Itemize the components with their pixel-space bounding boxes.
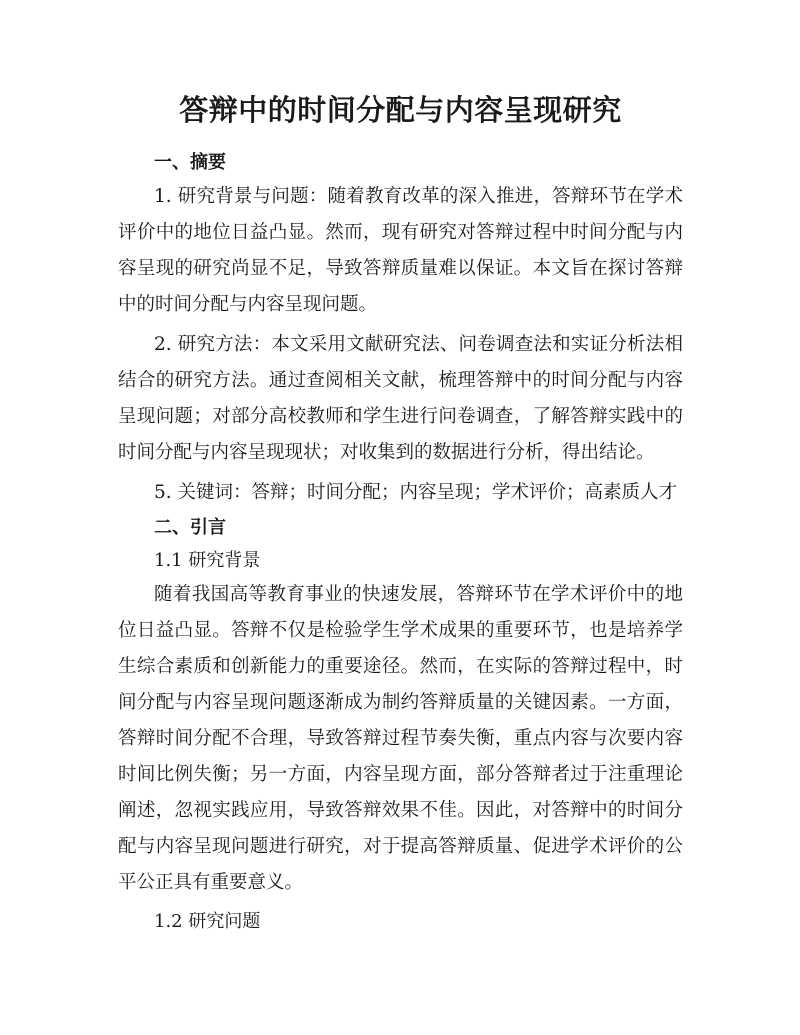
section-heading-abstract: 一、摘要 [154, 152, 226, 173]
paragraph-research-background: 1. 研究背景与问题：随着教育改革的深入推进，答辩环节在学术评价中的地位日益凸显。然而，现有研究对答辩过程中时间分配与内容呈现的研究尚显不足，导致答辩质量难以保证。本文旨在探讨答辩中的时间分配与内容呈现问题。 [118, 186, 683, 315]
subheading-research-questions: 1.2 研究问题 [154, 911, 261, 932]
document-body [118, 88, 683, 938]
section-heading-introduction: 二、引言 [154, 517, 226, 538]
paragraph-keywords: 5. 关键词：答辩；时间分配；内容呈现；学术评价；高素质人才 [154, 482, 678, 503]
document-title: 答辩中的时间分配与内容呈现研究 [179, 93, 622, 127]
subheading-research-background: 1.1 研究背景 [154, 550, 261, 571]
paragraph-introduction-background: 随着我国高等教育事业的快速发展，答辩环节在学术评价中的地位日益凸显。答辩不仅是检验学生学术成果的重要环节，也是培养学生综合素质和创新能力的重要途径。然而，在实际的答辩过程中，时间分配与内容呈现问题逐渐成为制约答辩质量的关键因素。一方面，答辩时间分配不合理，导致答辩过程节奏失衡，重点内容与次要内容时间比例失衡；另一方面，内容呈现方面，部分答辩者过于注重理论阐述，忽视实践应用，导致答辩效果不佳。因此，对答辩中的时间分配与内容呈现问题进行研究，对于提高答辩质量、促进学术评价的公平公正具有重要意义。 [118, 584, 683, 893]
paragraph-research-methods: 2. 研究方法：本文采用文献研究法、问卷调查法和实证分析法相结合的研究方法。通过查阅相关文献，梳理答辩中的时间分配与内容呈现问题；对部分高校教师和学生进行问卷调查，了解答辩实践中的时间分配与内容呈现现状；对收集到的数据进行分析，得出结论。 [118, 334, 683, 463]
